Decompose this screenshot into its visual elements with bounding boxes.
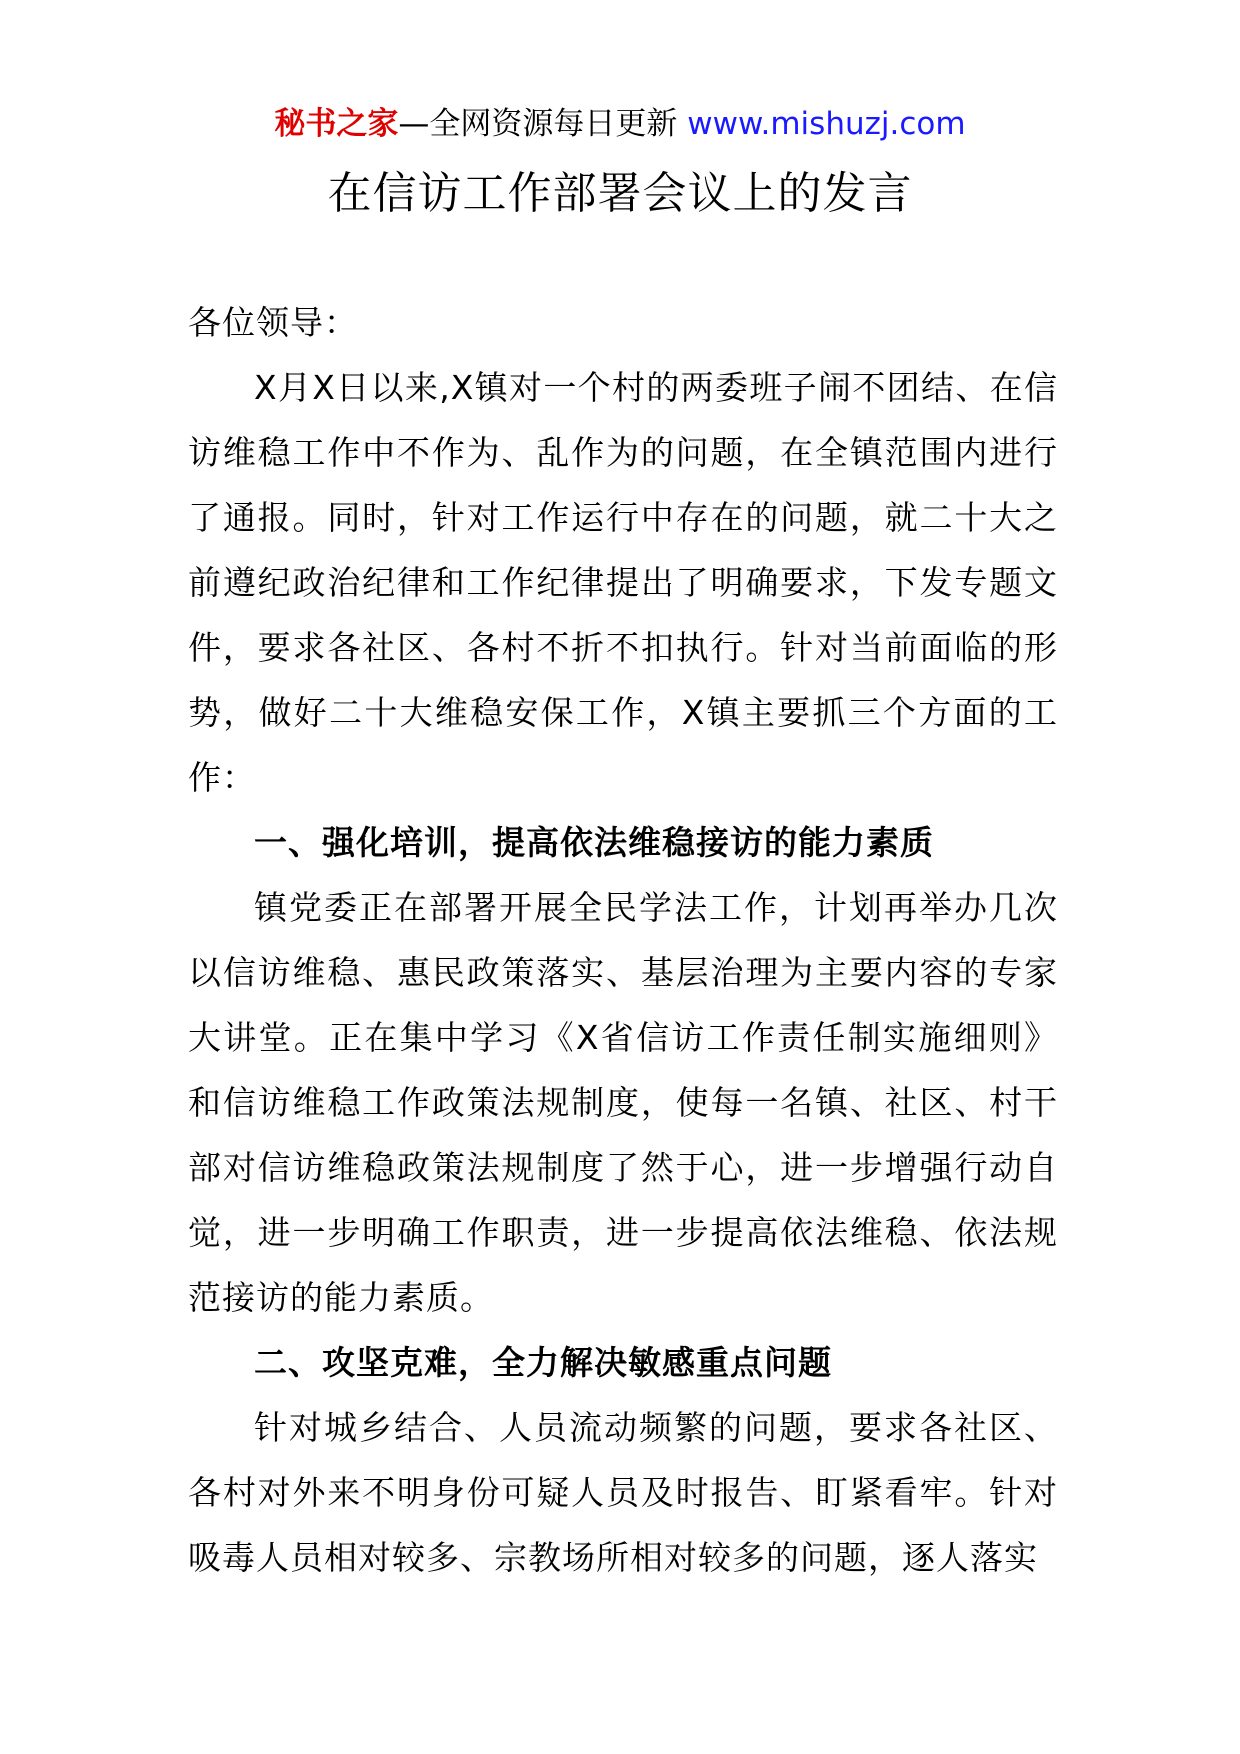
document-title: 在信访工作部署会议上的发言 bbox=[327, 168, 913, 219]
section-paragraph: 针对城乡结合、人员流动频繁的问题，要求各社区、各村对外来不明身份可疑人员及时报告、盯紧看牢。针对吸毒人员相对较多、宗教场所相对较多的问题，逐人落实 bbox=[188, 1408, 1058, 1577]
salutation: 各位领导： bbox=[188, 303, 358, 342]
site-header bbox=[0, 102, 1240, 146]
section-paragraph: 镇党委正在部署开展全民学法工作，计划再举办几次以信访维稳、惠民政策落实、基层治理为主要内容的专家大讲堂。正在集中学习《X省信访工作责任制实施细则》和信访维稳工作政策法规制度，使每一名镇、社区、村干部对信访维稳政策法规制度了然于心，进一步增强行动自觉，进一步明确工作职责，进一步提高依法维稳、依法规范接访的能力素质。 bbox=[188, 888, 1058, 1317]
site-url: www.mishuzj.com bbox=[687, 106, 966, 142]
document-body bbox=[188, 290, 1058, 1590]
header-tagline: —全网资源每日更新 bbox=[398, 106, 688, 142]
brand-name: 秘书之家 bbox=[274, 106, 399, 142]
intro-paragraph: X月X日以来,X镇对一个村的两委班子闹不团结、在信访维稳工作中不作为、乱作为的问题，在全镇范围内进行了通报。同时，针对工作运行中存在的问题，就二十大之前遵纪政治纪律和工作纪律提出了明确要求，下发专题文件，要求各社区、各村不折不扣执行。针对当前面临的形势，做好二十大维稳安保工作，X镇主要抓三个方面的工作： bbox=[188, 368, 1058, 797]
section-heading: 二、攻坚克难，全力解决敏感重点问题 bbox=[254, 1343, 832, 1382]
section-heading: 一、强化培训，提高依法维稳接访的能力素质 bbox=[254, 823, 934, 862]
